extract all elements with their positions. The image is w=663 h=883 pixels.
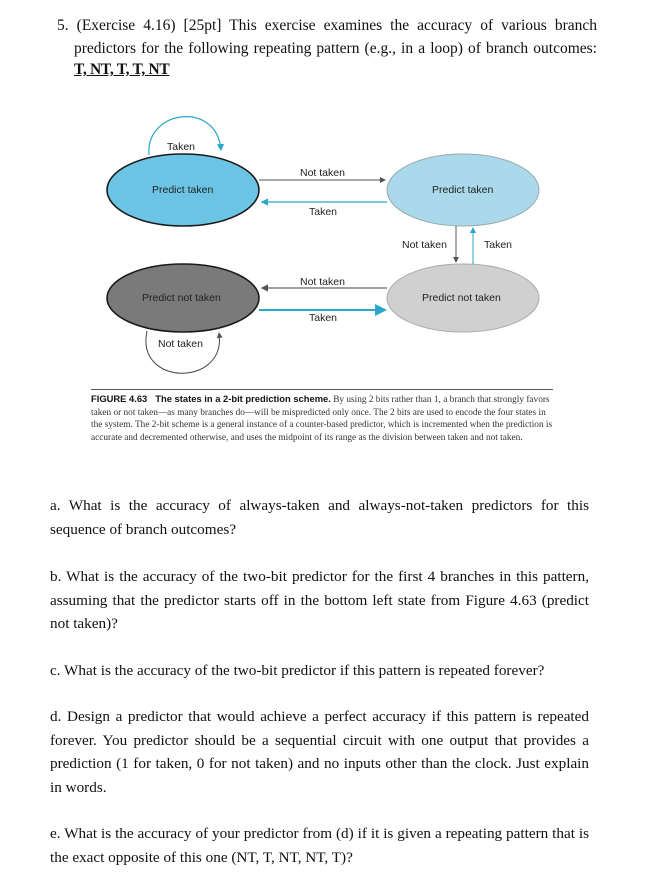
label-bottom-taken: Taken bbox=[309, 312, 338, 324]
label-state-strong-not-taken: Predict not taken bbox=[142, 292, 221, 304]
problem-line-1: 5. (Exercise 4.16) [25pt] This exercise examines the accuracy of various branch bbox=[57, 17, 597, 34]
figure-title: The states in a 2-bit prediction scheme. bbox=[155, 393, 331, 404]
figure-caption bbox=[91, 389, 553, 444]
label-state-strong-taken: Predict taken bbox=[152, 184, 214, 196]
branch-pattern: T, NT, T, T, NT bbox=[74, 61, 170, 78]
figure-caption-body: By using 2 bits rather than 1, a branch that strongly favors taken or not taken—as many branches do—will be mispredicted only once. The 2 bits are used to encode the four states in the system. The 2-bit scheme is a general instance of a counter-based predictor, which is incremented when the prediction is accurate and decremented otherwise, and uses the midpoint of its range as the division between taken and not taken. bbox=[91, 395, 553, 443]
problem-statement bbox=[57, 14, 597, 60]
label-bottom-not-taken: Not taken bbox=[300, 276, 345, 288]
label-right-not-taken: Not taken bbox=[402, 239, 447, 251]
question-d: d. Design a predictor that would achieve a perfect accuracy if this pattern is repeated forever. You predictor should be a sequential circuit with one output that provides a prediction (1 for taken, 0 for not taken) and no inputs other than the clock. Just explain in words. bbox=[50, 708, 589, 796]
problem-line-2: predictors for the following repeating pattern (e.g., in a loop) of branch outcomes: bbox=[74, 40, 597, 57]
question-e: e. What is the accuracy of your predictor from (d) if it is given a repeating pattern that is the exact opposite of this one (NT, T, NT, NT, T)? bbox=[50, 825, 589, 866]
label-top-taken: Taken bbox=[309, 206, 338, 218]
label-top-not-taken: Not taken bbox=[300, 167, 345, 179]
state-diagram bbox=[95, 105, 565, 385]
label-self-loop-not-taken: Not taken bbox=[158, 338, 203, 350]
label-state-weak-taken: Predict taken bbox=[432, 184, 494, 196]
label-right-taken: Taken bbox=[484, 239, 513, 251]
question-c: c. What is the accuracy of the two-bit predictor if this pattern is repeated forever? bbox=[50, 662, 545, 679]
question-a: a. What is the accuracy of always-taken and always-not-taken predictors for this sequence of branch outcomes? bbox=[50, 497, 589, 538]
question-b: b. What is the accuracy of the two-bit predictor for the first 4 branches in this pattern, assuming that the predictor starts off in the bottom left state from Figure 4.63 (predict not taken)? bbox=[50, 568, 589, 632]
label-self-loop-taken: Taken bbox=[167, 141, 196, 153]
figure-label: FIGURE 4.63 bbox=[91, 393, 148, 404]
label-state-weak-not-taken: Predict not taken bbox=[422, 292, 501, 304]
